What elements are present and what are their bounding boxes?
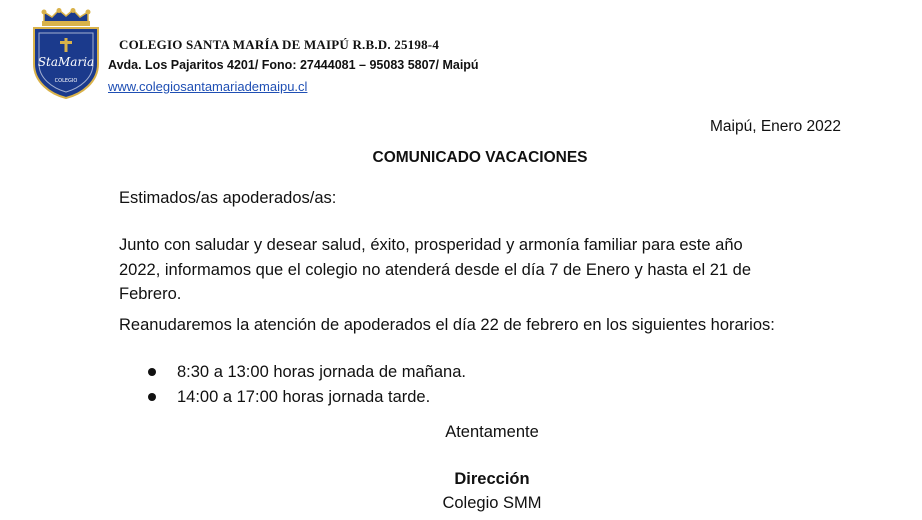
intro-line: Junto con saludar y desear salud, éxito, prosperidad y armonía familiar para este año: [119, 236, 743, 254]
bullet-icon: [148, 368, 156, 376]
letter-resume: Reanudaremos la atención de apoderados el día 22 de febrero en los siguientes horarios:: [119, 316, 775, 334]
logo-text: StaMaria: [37, 55, 95, 69]
school-address: Avda. Los Pajaritos 4201/ Fono: 27444081 – 95083 5807/ Maipú: [108, 58, 479, 72]
school-logo: [30, 8, 102, 100]
intro-line: Febrero.: [119, 285, 182, 303]
letter-closing: Atentamente: [445, 423, 539, 441]
letter-intro: [119, 233, 751, 307]
shield-crest-icon: [30, 8, 102, 100]
school-website-link[interactable]: www.colegiosantamariademaipu.cl: [108, 79, 308, 94]
schedule-item: [145, 360, 466, 385]
logo-subtext: COLEGIO: [54, 78, 78, 84]
school-name: COLEGIO SANTA MARÍA DE MAIPÚ R.B.D. 25198-4: [119, 37, 440, 52]
schedule-item-text: 8:30 a 13:00 horas jornada de mañana.: [177, 363, 466, 381]
letter-title: [0, 149, 922, 167]
letter-title-text: COMUNICADO VACACIONES: [372, 149, 588, 166]
schedule-item: [145, 385, 466, 410]
letter-date: Maipú, Enero 2022: [710, 118, 841, 135]
intro-line: 2022, informamos que el colegio no atenderá desde el día 7 de Enero y hasta el 21 de: [119, 260, 752, 279]
signature-organization: Colegio SMM: [442, 494, 542, 512]
signature-title: Dirección: [454, 470, 530, 488]
schedule-list: [145, 360, 466, 410]
letter-greeting: Estimados/as apoderados/as:: [119, 189, 337, 207]
bullet-icon: [148, 393, 156, 401]
schedule-item-text: 14:00 a 17:00 horas jornada tarde.: [177, 388, 431, 406]
